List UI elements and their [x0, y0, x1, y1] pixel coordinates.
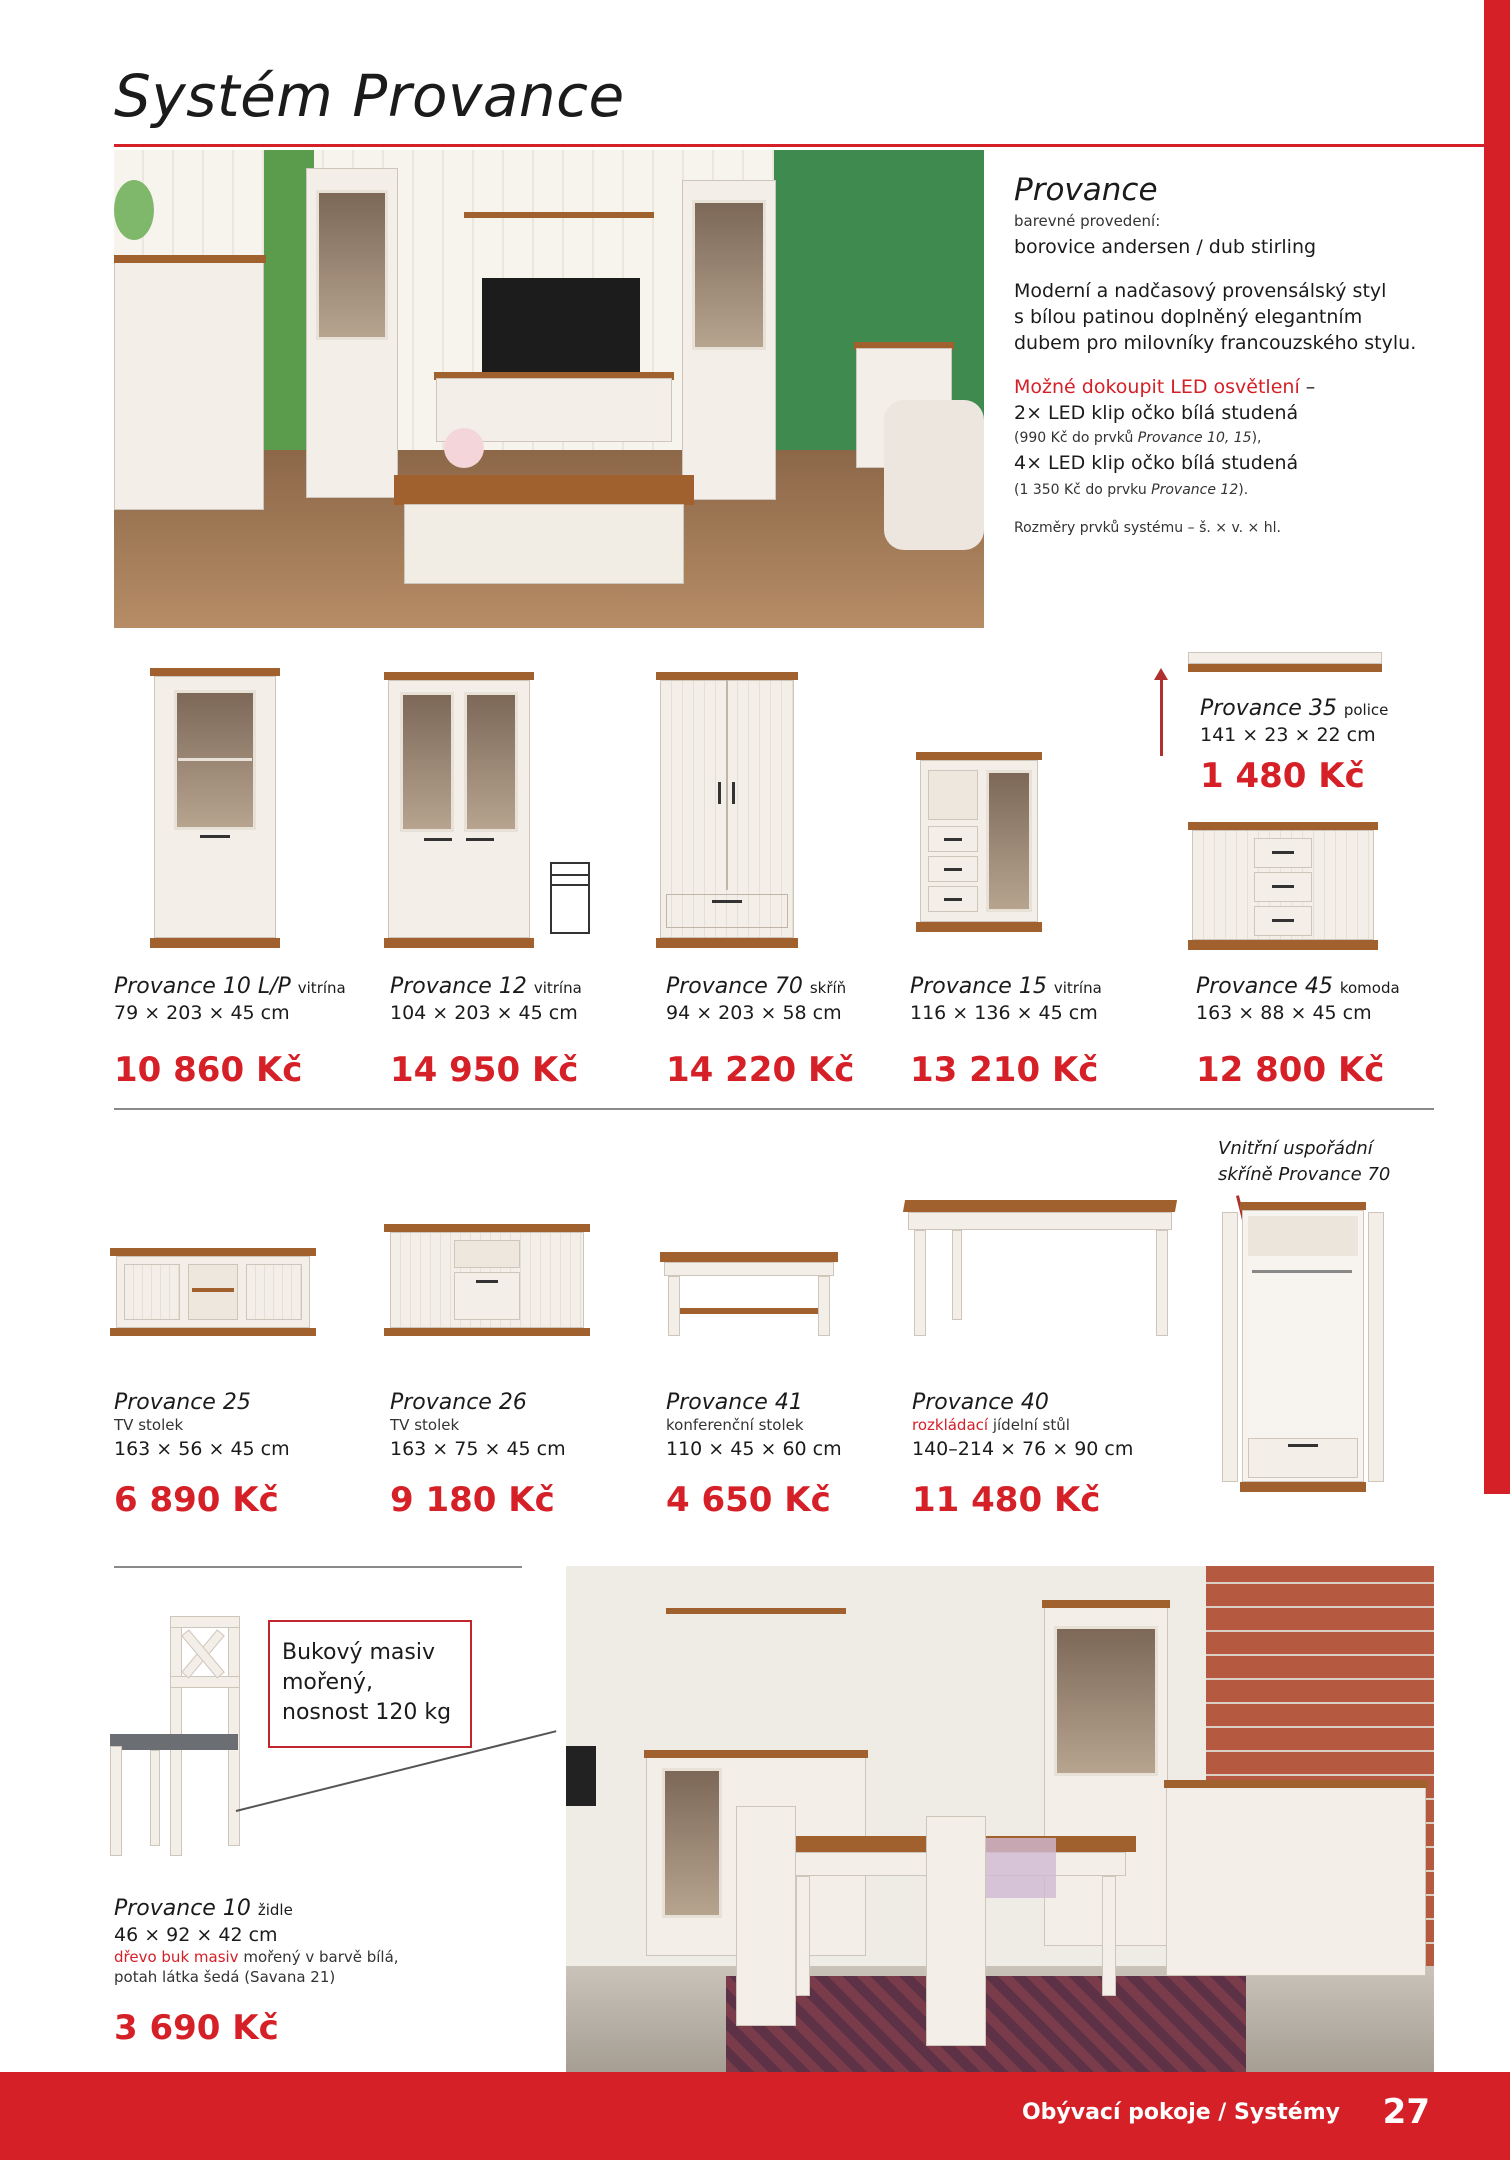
- provance-12-price: 14 950 Kč: [390, 1050, 579, 1090]
- provance-10-image: [150, 668, 280, 948]
- provance-45-image: [1188, 822, 1378, 950]
- provance-41-image: [660, 1252, 838, 1336]
- led-option-2-note: (1 350 Kč do prvku Provance 12).: [1014, 482, 1249, 498]
- provance-41-name: Provance 41: [666, 1390, 803, 1415]
- provance-35-price: 1 480 Kč: [1200, 756, 1365, 796]
- finish-label: barevné provedení:: [1014, 212, 1161, 230]
- provance-26-dims: 163 × 75 × 45 cm: [390, 1438, 566, 1460]
- provance-70-interior-image: [1222, 1202, 1384, 1502]
- provance-10-name: Provance 10 L/P vitrína: [114, 974, 346, 999]
- provance-70-dims: 94 × 203 × 58 cm: [666, 1002, 842, 1024]
- title-underline: [114, 144, 1486, 147]
- provance-40-type: rozkládací jídelní stůl: [912, 1416, 1070, 1434]
- provance-45-price: 12 800 Kč: [1196, 1050, 1385, 1090]
- provance-25-type: TV stolek: [114, 1416, 184, 1434]
- provance-40-name: Provance 40: [912, 1390, 1049, 1415]
- side-accent-bar: [1484, 0, 1510, 1494]
- finish-value: borovice andersen / dub stirling: [1014, 236, 1317, 258]
- page-title: Systém Provance: [114, 62, 625, 130]
- provance-10-chair-dims: 46 × 92 × 42 cm: [114, 1924, 278, 1946]
- provance-10-chair-fabric: potah látka šedá (Savana 21): [114, 1968, 336, 1986]
- dining-room-photo: [566, 1566, 1434, 2072]
- provance-10-chair-price: 3 690 Kč: [114, 2008, 279, 2048]
- provance-70-name: Provance 70 skříň: [666, 974, 847, 999]
- provance-40-image: [904, 1200, 1176, 1336]
- provance-70-price: 14 220 Kč: [666, 1050, 855, 1090]
- provance-25-dims: 163 × 56 × 45 cm: [114, 1438, 290, 1460]
- page-number: 27: [1382, 2092, 1430, 2132]
- provance-26-image: [384, 1224, 590, 1336]
- provance-12-image: [384, 672, 534, 948]
- cabinet-interior-icon: [550, 862, 590, 934]
- provance-15-image: [916, 752, 1042, 932]
- shelf-arrow-head: [1154, 668, 1168, 680]
- provance-10-chair-image: [110, 1616, 250, 1856]
- provance-10-chair-material: dřevo buk masiv mořený v barvě bílá,: [114, 1948, 399, 1966]
- provance-15-price: 13 210 Kč: [910, 1050, 1099, 1090]
- provance-40-dims: 140–214 × 76 × 90 cm: [912, 1438, 1134, 1460]
- provance-35-dims: 141 × 23 × 22 cm: [1200, 724, 1376, 746]
- info-title: Provance: [1014, 172, 1158, 208]
- description: Moderní a nadčasový provensálský styl s bílou patinou doplněný elegantním dubem pro milovníky francouzského stylu.: [1014, 280, 1417, 354]
- provance-25-image: [110, 1248, 316, 1336]
- provance-35-image: [1188, 652, 1382, 672]
- led-option-1-note: (990 Kč do prvků Provance 10, 15),: [1014, 430, 1262, 446]
- provance-40-price: 11 480 Kč: [912, 1480, 1101, 1520]
- provance-15-dims: 116 × 136 × 45 cm: [910, 1002, 1098, 1024]
- footer-section-label: Obývací pokoje / Systémy: [1021, 2100, 1340, 2125]
- row-divider: [114, 1108, 1434, 1110]
- shelf-arrow-line: [1160, 676, 1163, 756]
- provance-41-dims: 110 × 45 × 60 cm: [666, 1438, 842, 1460]
- provance-35-name: Provance 35 police: [1200, 696, 1389, 721]
- provance-10-dims: 79 × 203 × 45 cm: [114, 1002, 290, 1024]
- led-option-1: 2× LED klip očko bílá studená: [1014, 402, 1299, 424]
- chair-info-box: Bukový masiv mořený, nosnost 120 kg: [268, 1620, 472, 1748]
- living-room-photo: [114, 150, 984, 628]
- provance-45-name: Provance 45 komoda: [1196, 974, 1400, 999]
- provance-41-type: konferenční stolek: [666, 1416, 804, 1434]
- provance-10-chair-name: Provance 10 židle: [114, 1896, 293, 1921]
- provance-25-price: 6 890 Kč: [114, 1480, 279, 1520]
- provance-45-dims: 163 × 88 × 45 cm: [1196, 1002, 1372, 1024]
- led-title: Možné dokoupit LED osvětlení –: [1014, 376, 1316, 398]
- dimensions-note: Rozměry prvků systému – š. × v. × hl.: [1014, 520, 1281, 536]
- interior-note: Vnitřní uspořádní skříně Provance 70: [1218, 1138, 1391, 1185]
- provance-15-name: Provance 15 vitrína: [910, 974, 1102, 999]
- provance-10-price: 10 860 Kč: [114, 1050, 303, 1090]
- provance-25-name: Provance 25: [114, 1390, 251, 1415]
- provance-41-price: 4 650 Kč: [666, 1480, 831, 1520]
- provance-26-name: Provance 26: [390, 1390, 527, 1415]
- provance-70-image: [656, 672, 798, 948]
- provance-26-type: TV stolek: [390, 1416, 460, 1434]
- provance-26-price: 9 180 Kč: [390, 1480, 555, 1520]
- led-option-2: 4× LED klip očko bílá studená: [1014, 452, 1299, 474]
- chair-divider: [114, 1566, 522, 1568]
- provance-12-name: Provance 12 vitrína: [390, 974, 582, 999]
- provance-12-dims: 104 × 203 × 45 cm: [390, 1002, 578, 1024]
